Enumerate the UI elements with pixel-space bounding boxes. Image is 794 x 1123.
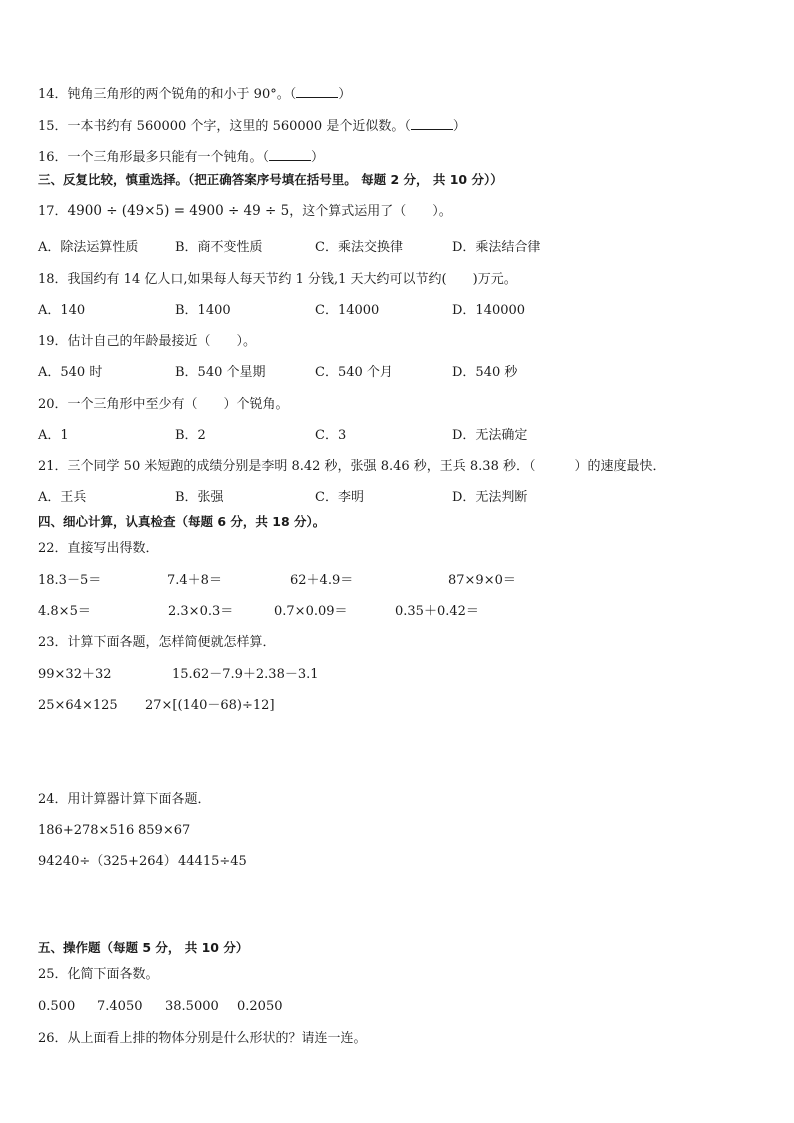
question-17-suffix: ，这个算式运用了（ ）。 xyxy=(289,204,452,219)
q23-item: 15.62－7.9＋2.38－3.1 xyxy=(172,667,319,682)
q19-option-c[interactable]: C．540 个月 xyxy=(315,365,393,380)
q22-item: 87×9×0＝ xyxy=(448,573,516,588)
question-14-close: ） xyxy=(338,87,352,102)
section-4-heading: 四、细心计算，认真检查（每题 6 分，共 18 分）。 xyxy=(38,514,326,529)
question-15 xyxy=(38,118,466,133)
q21-option-a[interactable]: A．王兵 xyxy=(38,490,87,505)
q23-item: 99×32＋32 xyxy=(38,667,112,682)
q20-option-d[interactable]: D．无法确定 xyxy=(452,428,528,443)
q25-value: 0.2050 xyxy=(237,999,283,1014)
answer-blank-16[interactable] xyxy=(269,149,311,161)
answer-blank-15[interactable] xyxy=(411,118,453,130)
question-15-close: ） xyxy=(452,119,466,134)
question-25-text: 25．化简下面各数。 xyxy=(38,967,159,982)
section-5-heading: 五、操作题（每题 5 分， 共 10 分） xyxy=(38,940,249,955)
q25-value: 7.4050 xyxy=(97,999,143,1014)
q22-item: 62＋4.9＝ xyxy=(290,573,354,588)
question-14-text: 14．钝角三角形的两个锐角的和小于 90°。（ xyxy=(38,87,297,102)
question-20-text: 20．一个三角形中至少有（ ）个锐角。 xyxy=(38,397,289,412)
q21-option-d[interactable]: D．无法判断 xyxy=(452,490,528,505)
q22-item: 18.3－5＝ xyxy=(38,573,102,588)
answer-blank-14[interactable] xyxy=(296,86,338,98)
q23-item: 25×64×125 xyxy=(38,698,118,713)
question-18-text: 18．我国约有 14 亿人口,如果每人每天节约 1 分钱,1 天大约可以节约( )万元。 xyxy=(38,272,517,287)
q17-option-b[interactable]: B．商不变性质 xyxy=(175,240,263,255)
question-17 xyxy=(38,205,452,219)
q24-item: 859×67 xyxy=(138,823,191,838)
q25-value: 38.5000 xyxy=(165,999,219,1014)
question-22-text: 22．直接写出得数． xyxy=(38,541,159,556)
question-14 xyxy=(38,86,351,101)
q22-item: 7.4＋8＝ xyxy=(167,573,222,588)
q18-option-d[interactable]: D．140000 xyxy=(452,303,526,318)
q20-option-b[interactable]: B．2 xyxy=(175,428,206,443)
q19-option-a[interactable]: A．540 时 xyxy=(38,365,103,380)
question-16 xyxy=(38,149,324,164)
question-17-prefix: 17． xyxy=(38,204,68,219)
q21-option-c[interactable]: C．李明 xyxy=(315,490,364,505)
q19-option-b[interactable]: B．540 个星期 xyxy=(175,365,266,380)
question-19-text: 19．估计自己的年龄最接近（ ）。 xyxy=(38,334,257,349)
section-3-heading: 三、反复比较，慎重选择。（把正确答案序号填在括号里。 每题 2 分， 共 10 分）） xyxy=(38,172,503,187)
q24-item: 94240÷（325+264） xyxy=(38,854,177,869)
q19-option-d[interactable]: D．540 秒 xyxy=(452,365,518,380)
q24-item: 44415÷45 xyxy=(178,854,247,869)
question-15-text: 15．一本书约有 560000 个字，这里的 560000 是个近似数。（ xyxy=(38,119,411,134)
q17-option-d[interactable]: D．乘法结合律 xyxy=(452,240,541,255)
q20-option-c[interactable]: C．3 xyxy=(315,428,347,443)
question-21-text: 21．三个同学 50 米短跑的成绩分别是李明 8.42 秒，张强 8.46 秒，王兵 8.38 秒．（ ）的速度最快． xyxy=(38,459,666,474)
q17-option-c[interactable]: C．乘法交换律 xyxy=(315,240,403,255)
q25-value: 0.500 xyxy=(38,999,76,1014)
q24-item: 186+278×516 xyxy=(38,823,135,838)
question-24-text: 24．用计算器计算下面各题． xyxy=(38,792,211,807)
q22-item: 4.8×5＝ xyxy=(38,604,91,619)
q23-item: 27×[(140－68)÷12] xyxy=(145,698,275,713)
question-16-text: 16．一个三角形最多只能有一个钝角。（ xyxy=(38,150,270,165)
q22-item: 0.7×0.09＝ xyxy=(274,604,348,619)
q17-option-a[interactable]: A．除法运算性质 xyxy=(38,240,139,255)
q18-option-b[interactable]: B．1400 xyxy=(175,303,231,318)
question-16-close: ） xyxy=(311,150,325,165)
q22-item: 0.35＋0.42＝ xyxy=(395,604,479,619)
question-17-formula: 4900 ÷ (49×5) = 4900 ÷ 49 ÷ 5 xyxy=(67,203,290,219)
q20-option-a[interactable]: A．1 xyxy=(38,428,69,443)
question-23-text: 23．计算下面各题，怎样简便就怎样算． xyxy=(38,635,276,650)
q18-option-c[interactable]: C．14000 xyxy=(315,303,380,318)
q22-item: 2.3×0.3＝ xyxy=(168,604,234,619)
q21-option-b[interactable]: B．张强 xyxy=(175,490,224,505)
q18-option-a[interactable]: A．140 xyxy=(38,303,86,318)
question-26-text: 26．从上面看上排的物体分别是什么形状的？请连一连。 xyxy=(38,1031,367,1046)
